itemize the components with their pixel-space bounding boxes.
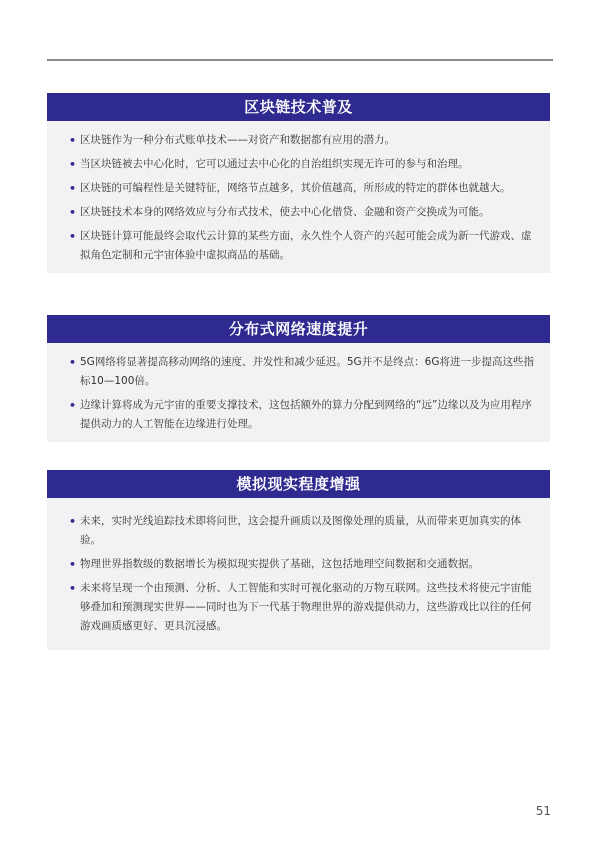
bullet-dot-icon: • [69, 230, 77, 243]
section-title: 模拟现实程度增强 [47, 470, 550, 498]
section-title: 区块链技术普及 [47, 93, 550, 121]
bullet-item [69, 579, 534, 636]
bullet-text: 5G网络将显著提高移动网络的速度、并发性和减少延迟。5G并不是终点：6G将进一步提高这些指标10—100倍。 [80, 356, 534, 387]
bullet-text: 区块链计算可能最终会取代云计算的某些方面，永久性个人资产的兴起可能会成为新一代游戏、虚拟角色定制和元宇宙体验中虚拟商品的基础。 [80, 230, 532, 261]
section-simulation [47, 470, 550, 650]
bullet-item [69, 155, 534, 174]
bullet-dot-icon: • [69, 182, 77, 195]
bullet-text: 边缘计算将成为元宇宙的重要支撑技术，这包括额外的算力分配到网络的“远”边缘以及为应用程序提供动力的人工智能在边缘进行处理。 [80, 399, 532, 430]
bullet-item [69, 396, 534, 434]
bullet-dot-icon: • [69, 134, 77, 147]
bullet-text: 当区块链被去中心化时，它可以通过去中心化的自治组织实现无许可的参与和治理。 [80, 158, 469, 170]
section-body [47, 121, 550, 273]
bullet-dot-icon: • [69, 356, 77, 369]
section-blockchain [47, 93, 550, 273]
bullet-item [69, 131, 534, 150]
bullet-dot-icon: • [69, 558, 77, 571]
bullet-dot-icon: • [69, 582, 77, 595]
bullet-item [69, 555, 534, 574]
section-network [47, 315, 550, 442]
bullet-text: 物理世界指数级的数据增长为模拟现实提供了基础，这包括地理空间数据和交通数据。 [80, 558, 479, 570]
bullet-dot-icon: • [69, 399, 77, 412]
bullet-dot-icon: • [69, 206, 77, 219]
bullet-dot-icon: • [69, 515, 77, 528]
section-body [47, 498, 550, 650]
bullet-item [69, 512, 534, 550]
bullet-item [69, 179, 534, 198]
top-rule [47, 59, 553, 61]
bullet-dot-icon: • [69, 158, 77, 171]
bullet-item [69, 203, 534, 222]
section-title: 分布式网络速度提升 [47, 315, 550, 343]
bullet-text: 未来将呈现一个由预测、分析、人工智能和实时可视化驱动的万物互联网。这些技术将使元宇宙能够叠加和预测现实世界——同时也为下一代基于物理世界的游戏提供动力，这些游戏比以往的任何游戏画质感更好、更具沉浸感。 [80, 582, 532, 632]
bullet-item [69, 353, 534, 391]
bullet-text: 区块链技术本身的网络效应与分布式技术，使去中心化借贷、金融和资产交换成为可能。 [80, 206, 490, 218]
bullet-text: 区块链的可编程性是关键特征，网络节点越多，其价值越高，所形成的特定的群体也就越大。 [80, 182, 511, 194]
bullet-text: 区块链作为一种分布式账单技术——对资产和数据都有应用的潜力。 [80, 134, 395, 146]
page-number: 51 [535, 804, 551, 818]
bullet-item [69, 227, 534, 265]
bullet-text: 未来，实时光线追踪技术即将问世，这会提升画质以及图像处理的质量，从而带来更加真实的体验。 [80, 515, 521, 546]
section-body [47, 343, 550, 442]
